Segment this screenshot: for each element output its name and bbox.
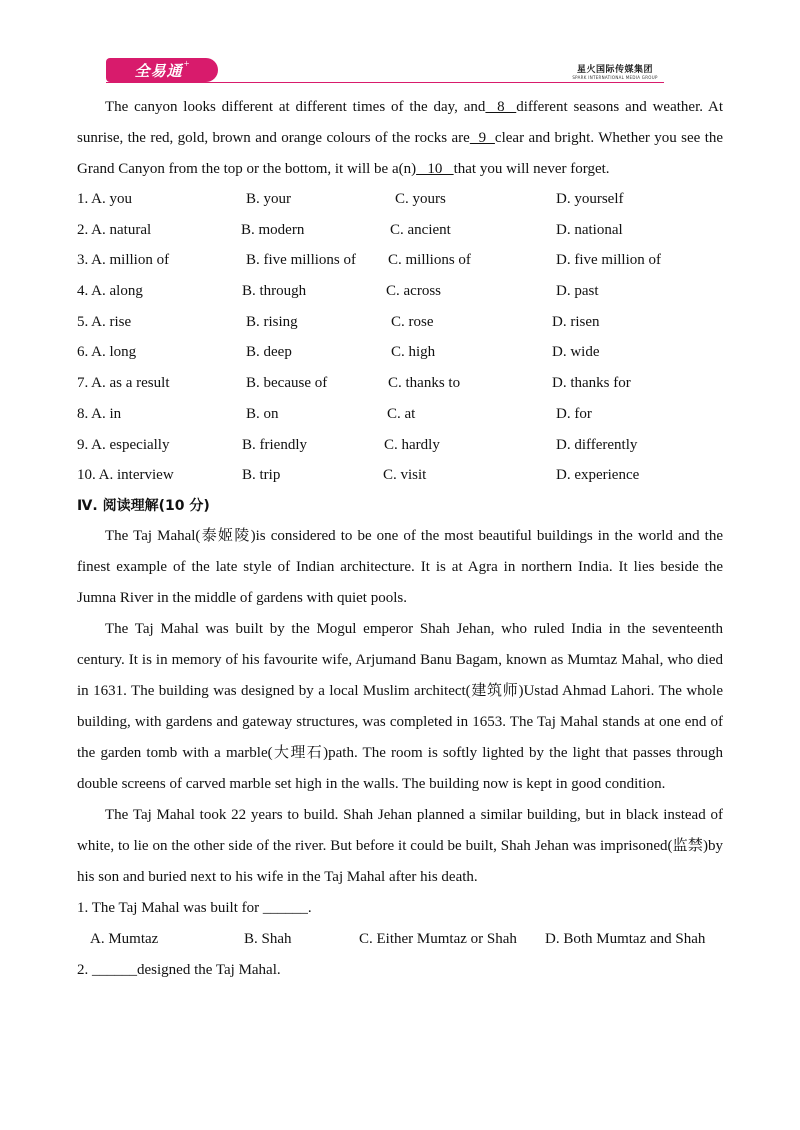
brand: [566, 62, 664, 80]
brand-name-cn: 星火国际传媒集团: [576, 65, 653, 75]
option-c: C. thanks to: [388, 375, 461, 392]
blank-8: 8: [485, 99, 517, 115]
reading-paragraph-1: The Taj Mahal(泰姬陵)is considered to be one of the most beautiful buildings in the world and the finest example of the late style of Indian architecture. It is at Agra in northern India. It lies beside the Jumna River in the middle of gardens with quiet pools.: [77, 527, 723, 606]
option-a: 8. A. in: [77, 405, 122, 422]
option-row: [77, 215, 723, 246]
option-row: [77, 245, 723, 276]
option-b: B. through: [242, 283, 307, 300]
page-content: [77, 92, 723, 986]
logo-text: 全易通: [134, 61, 183, 80]
option-row: [77, 399, 723, 430]
question-1: 1. The Taj Mahal was built for ______.: [77, 899, 312, 916]
cloze-text: The canyon looks different at different times of the day, and: [105, 99, 486, 115]
option-row: [77, 430, 723, 461]
option-a: 10. A. interview: [77, 467, 174, 484]
option-d: D. five million of: [556, 252, 661, 269]
cloze-paragraph: [77, 92, 723, 185]
reading-paragraph-2: The Taj Mahal was built by the Mogul emperor Shah Jehan, who ruled India in the seventeenth century. It is in memory of his favourite wife, Arjumand Banu Bagam, known as Mumtaz Mahal, who died in 1631. The building was designed by a local Muslim architect(建筑师)Ustad Ahmad Lahori. The whole building, with gardens and gateway structures, was completed in 1653. The Taj Mahal stands at one end of the garden tomb with a marble(大理石)path. The room is softly lighted by the light that passes through double screens of carved marble set high in the walls. The building now is kept in good condition.: [77, 620, 723, 792]
question-2: 2. ______designed the Taj Mahal.: [77, 961, 281, 978]
option-row: [77, 184, 723, 215]
option-row: [77, 368, 723, 399]
option-d: D. wide: [552, 344, 600, 361]
logo-plus: +: [183, 58, 190, 70]
option-b: B. your: [246, 191, 291, 207]
option-c: C. visit: [383, 467, 427, 484]
option-c: C. hardly: [384, 436, 440, 453]
option-d: D. experience: [556, 467, 640, 484]
cloze-text: that you will never forget.: [453, 161, 610, 177]
option-d: D. risen: [552, 313, 600, 330]
option-d: D. for: [556, 405, 592, 422]
option-d: D. differently: [556, 436, 638, 453]
option-a: 3. A. million of: [77, 252, 170, 269]
option-c: C. high: [391, 344, 436, 361]
option-d: D. past: [556, 283, 599, 300]
option-a: 4. A. along: [77, 283, 143, 300]
option-d: D. yourself: [556, 191, 624, 207]
option-d: D. thanks for: [552, 375, 631, 392]
option-b: B. on: [246, 405, 279, 422]
question-1-option-d: D. Both Mumtaz and Shah: [545, 930, 706, 947]
question-1-option-a: A. Mumtaz: [90, 930, 159, 947]
option-c: C. rose: [391, 313, 434, 330]
option-b: B. rising: [246, 313, 298, 330]
option-b: B. five millions of: [246, 252, 356, 269]
option-c: C. across: [386, 283, 441, 300]
option-row: [77, 276, 723, 307]
option-a: 6. A. long: [77, 344, 137, 361]
option-a: 1. A. you: [77, 191, 133, 207]
reading-paragraph-3: The Taj Mahal took 22 years to build. Shah Jehan planned a similar building, but in black instead of white, to lie on the other side of the river. But before it could be built, Shah Jehan was imprisoned(监禁)by his son and buried next to his wife in the Taj Mahal after his death.: [77, 806, 723, 885]
option-b: B. friendly: [242, 436, 307, 453]
option-b: B. modern: [241, 221, 305, 238]
option-b: B. because of: [246, 375, 328, 392]
option-d: D. national: [556, 221, 623, 238]
option-row: [77, 337, 723, 368]
section-title: Ⅳ. 阅读理解(10 分): [77, 497, 210, 514]
cloze-text: different seasons and weather. At sunrise, the red, gold, brown and orange colours of the rocks are: [77, 99, 723, 146]
question-1-option-b: B. Shah: [244, 930, 292, 947]
cloze-text: clear and bright. Whether you see the Grand Canyon from the top or the bottom, it will be a(n): [77, 130, 724, 177]
option-a: 9. A. especially: [77, 436, 170, 453]
option-b: B. trip: [242, 467, 281, 484]
option-a: 7. A. as a result: [77, 375, 170, 392]
cloze-options: [77, 184, 723, 491]
blank-10: 10: [416, 161, 454, 177]
header-divider: [106, 82, 664, 83]
option-c: C. millions of: [388, 252, 471, 269]
option-c: C. ancient: [390, 221, 451, 238]
option-a: 5. A. rise: [77, 313, 132, 330]
page-header: [0, 0, 800, 90]
brand-name-en: SPARK INTERNATIONAL MEDIA GROUP: [572, 75, 658, 80]
logo: [106, 58, 218, 82]
question-1-options: [77, 924, 723, 955]
option-c: C. yours: [395, 191, 446, 207]
question-1-option-c: C. Either Mumtaz or Shah: [359, 930, 517, 947]
option-b: B. deep: [246, 344, 292, 361]
option-row: [77, 307, 723, 338]
option-c: C. at: [387, 405, 416, 422]
option-a: 2. A. natural: [77, 221, 152, 238]
option-row: [77, 460, 723, 491]
blank-9: 9: [469, 130, 495, 146]
